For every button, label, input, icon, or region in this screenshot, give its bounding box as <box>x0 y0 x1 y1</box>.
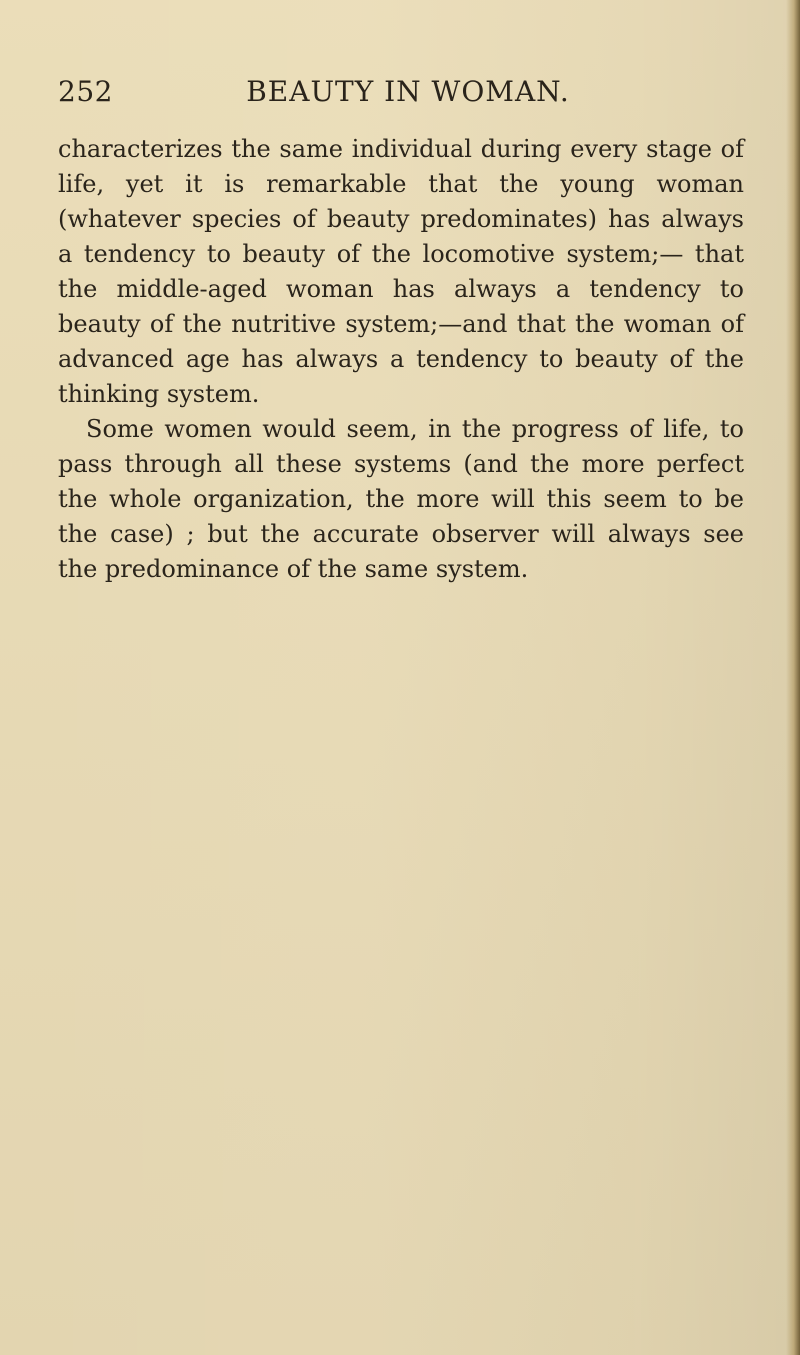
page-title: BEAUTY IN WOMAN. <box>246 75 570 108</box>
paragraph-1: characterizes the same individual during every stage of life, yet it is remarkable that the young woman (whatever species of beauty predominates) has always a tendency to beauty of the locomotive system;— that the middle-aged woman has always a tendency to beauty of the nutritive system;—and that the woman of advanced age has always a tendency to beauty of the thinking system. <box>58 135 744 408</box>
page-edge-shadow <box>786 0 800 1355</box>
body-text <box>58 132 744 587</box>
running-head <box>58 72 758 112</box>
page-number: 252 <box>58 75 113 108</box>
paragraph-2: Some women would seem, in the progress of life, to pass through all these systems (and the more perfect the whole organization, the more will this seem to be the case) ; but the accurate observer will always see the predominance of the same system. <box>58 415 744 583</box>
